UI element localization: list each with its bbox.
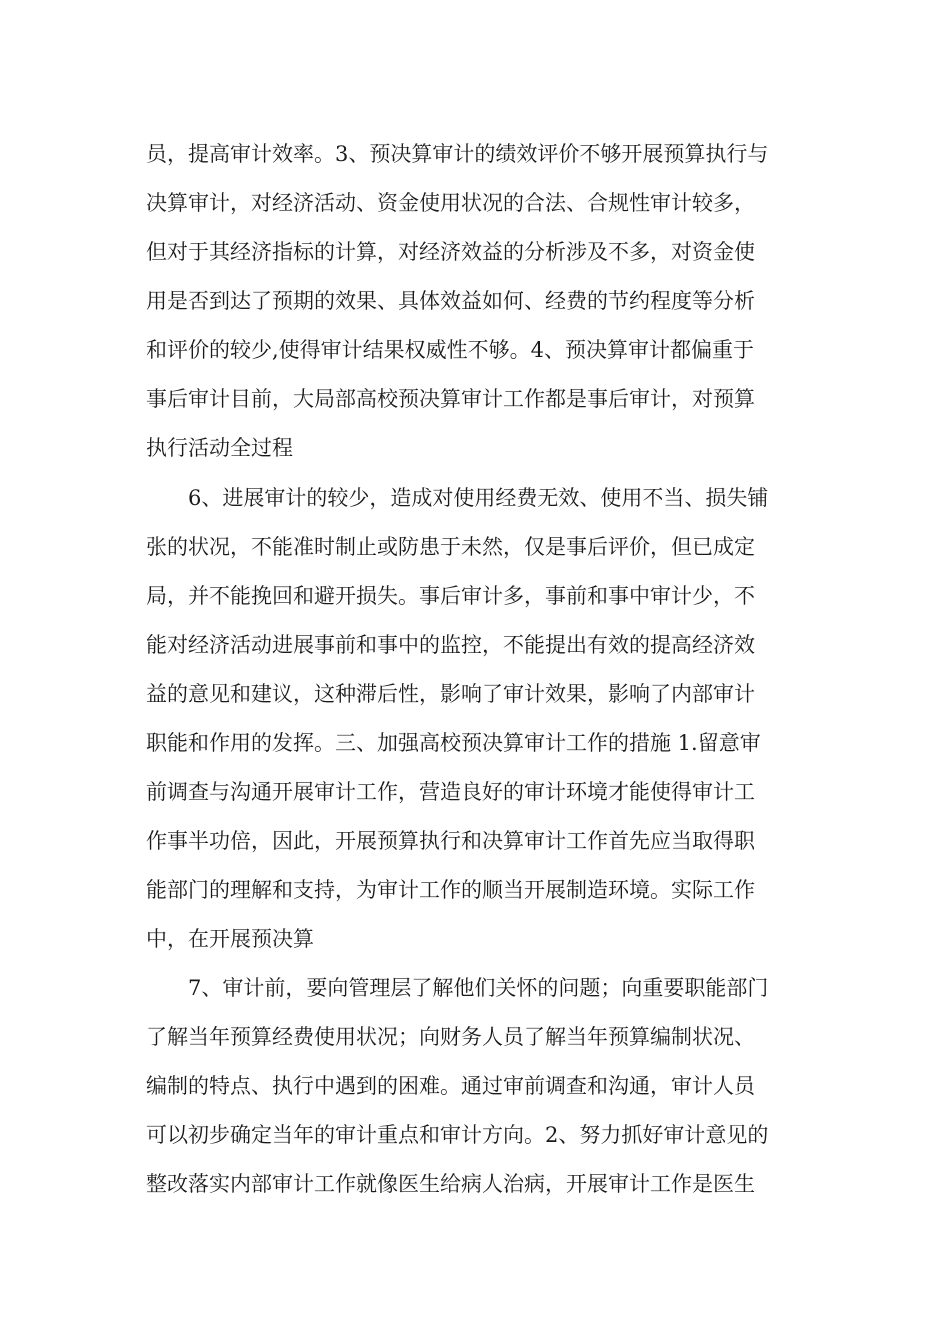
text-line: 员，提高审计效率。3、预决算审计的绩效评价不够开展预算执行与 [146, 142, 769, 166]
text-line: 和评价的较少,使得审计结果权威性不够。4、预决算审计都偏重于 [146, 338, 755, 362]
text-line: 了解当年预算经费使用状况；向财务人员了解当年预算编制状况、 [146, 1025, 755, 1049]
text-line: 决算审计，对经济活动、资金使用状况的合法、合规性审计较多， [146, 191, 755, 215]
paragraph-first-line: 6、进展审计的较少，造成对使用经费无效、使用不当、损失铺 [188, 486, 769, 510]
text-line: 前调查与沟通开展审计工作，营造良好的审计环境才能使得审计工 [146, 780, 755, 804]
paragraph-first-line: 7、审计前，要向管理层了解他们关怀的问题；向重要职能部门 [188, 976, 769, 1000]
text-line: 整改落实内部审计工作就像医生给病人治病，开展审计工作是医生 [146, 1172, 755, 1196]
text-line: 张的状况，不能准时制止或防患于未然，仅是事后评价，但已成定 [146, 535, 755, 559]
text-line: 职能和作用的发挥。三、加强高校预决算审计工作的措施 1.留意审 [146, 731, 761, 755]
text-line: 可以初步确定当年的审计重点和审计方向。2、努力抓好审计意见的 [146, 1123, 769, 1147]
text-line: 中，在开展预决算 [146, 927, 314, 951]
text-line: 作事半功倍，因此，开展预算执行和决算审计工作首先应当取得职 [146, 829, 755, 853]
text-line: 但对于其经济指标的计算，对经济效益的分析涉及不多，对资金使 [146, 240, 755, 264]
text-line: 益的意见和建议，这种滞后性，影响了审计效果，影响了内部审计 [146, 682, 755, 706]
text-line: 事后审计目前，大局部高校预决算审计工作都是事后审计，对预算 [146, 387, 755, 411]
text-line: 局，并不能挽回和避开损失。事后审计多，事前和事中审计少，不 [146, 584, 755, 608]
text-line: 用是否到达了预期的效果、具体效益如何、经费的节约程度等分析 [146, 289, 755, 313]
text-line: 能部门的理解和支持，为审计工作的顺当开展制造环境。实际工作 [146, 878, 755, 902]
text-line: 编制的特点、执行中遇到的困难。通过审前调查和沟通，审计人员 [146, 1074, 755, 1098]
text-line: 执行活动全过程 [146, 436, 293, 460]
text-line: 能对经济活动进展事前和事中的监控，不能提出有效的提高经济效 [146, 633, 755, 657]
